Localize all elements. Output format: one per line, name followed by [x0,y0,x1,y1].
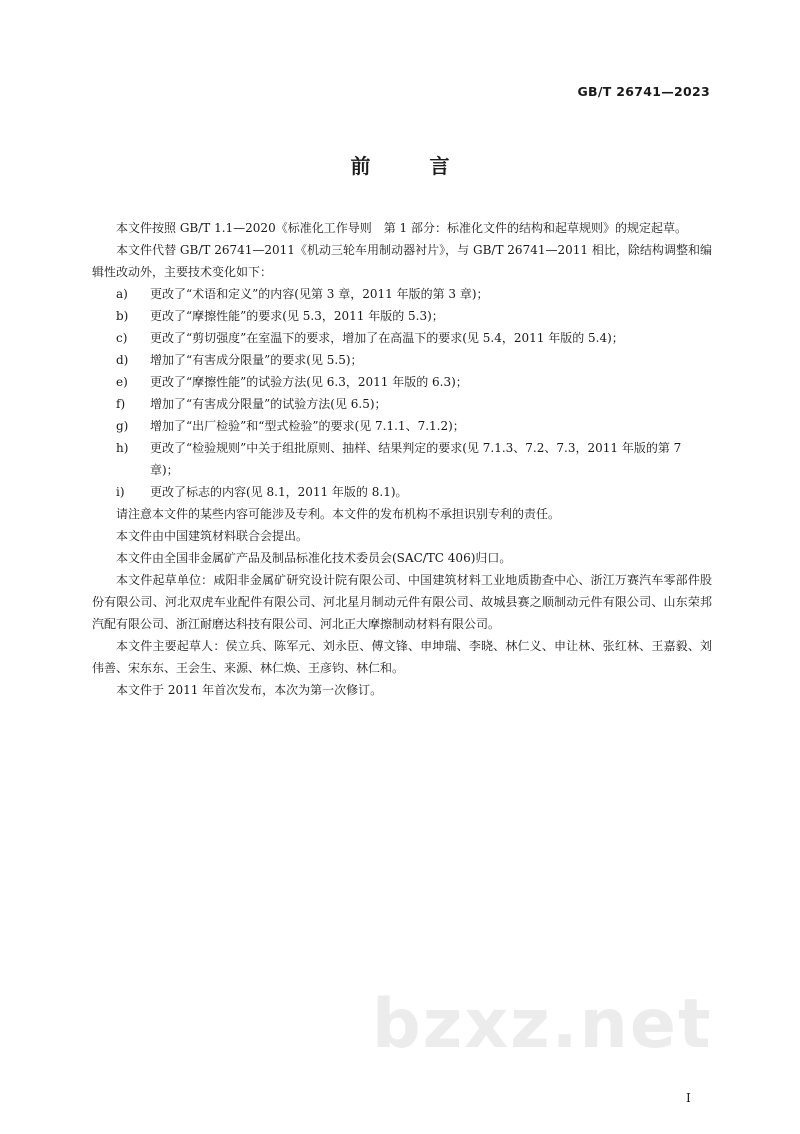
list-marker: e) [116,375,128,389]
paragraph-replacement: 本文件代替 GB/T 26741—2011《机动三轮车用制动器衬片》，与 GB/T 26741—2011 相比，除结构调整和编辑性改动外，主要技术变化如下： [92,243,712,279]
list-marker: g) [116,419,129,433]
changes-list [92,283,712,503]
list-text: 更改了“检验规则”中关于组批原则、抽样、结果判定的要求(见 7.1.3、7.2、7.3，2011 年版的第 7 章)； [150,441,682,477]
list-text: 增加了“有害成分限量”的试验方法(见 6.5)； [150,397,387,411]
list-text: 更改了“剪切强度”在室温下的要求，增加了在高温下的要求(见 5.4，2011 年版的 5.4)； [150,331,624,345]
standard-code: GB/T 26741—2023 [577,84,710,99]
list-marker: a) [116,287,128,301]
list-text: 更改了“摩擦性能”的要求(见 5.3，2011 年版的 5.3)； [150,309,444,323]
watermark: bzxz.net [372,985,713,1064]
list-item [92,371,712,393]
list-marker: d) [116,353,129,367]
list-item [92,415,712,437]
list-item [92,481,712,503]
paragraph-drafters: 本文件主要起草人：侯立兵、陈军元、刘永臣、傅文锋、申坤瑞、李晓、林仁义、申让林、张红林、王嘉毅、刘伟善、宋东东、王会生、来源、林仁焕、王彦钧、林仁和。 [92,639,712,675]
list-item [92,393,712,415]
list-item [92,437,712,481]
list-marker: h) [116,441,129,455]
list-text: 增加了“出厂检验”和“型式检验”的要求(见 7.1.1、7.1.2)； [150,419,465,433]
list-text: 增加了“有害成分限量”的要求(见 5.5)； [150,353,363,367]
list-text: 更改了“术语和定义”的内容(见第 3 章，2011 年版的第 3 章)； [150,287,489,301]
paragraph-proposer: 本文件由中国建筑材料联合会提出。 [116,529,309,543]
list-marker: f) [116,397,126,411]
list-marker: i) [116,485,125,499]
list-marker: b) [116,309,129,323]
list-item [92,283,712,305]
list-text: 更改了标志的内容(见 8.1，2011 年版的 8.1)。 [150,485,408,499]
list-item [92,327,712,349]
page-number: I [686,1091,691,1105]
list-item [92,349,712,371]
document-body [92,217,712,701]
page-title: 前 言 [350,154,476,178]
paragraph-committee: 本文件由全国非金属矿产品及制品标准化技术委员会(SAC/TC 406)归口。 [116,551,512,565]
paragraph-patent-notice: 请注意本文件的某些内容可能涉及专利。本文件的发布机构不承担识别专利的责任。 [116,507,561,521]
paragraph-history: 本文件于 2011 年首次发布，本次为第一次修订。 [116,683,383,697]
list-marker: c) [116,331,128,345]
paragraph-drafting-rules: 本文件按照 GB/T 1.1—2020《标准化工作导则 第 1 部分：标准化文件的结构和起草规则》的规定起草。 [116,221,687,235]
list-item [92,305,712,327]
list-text: 更改了“摩擦性能”的试验方法(见 6.3，2011 年版的 6.3)； [150,375,468,389]
paragraph-drafting-units: 本文件起草单位：咸阳非金属矿研究设计院有限公司、中国建筑材料工业地质勘查中心、浙江万赛汽车零部件股份有限公司、河北双虎车业配件有限公司、河北星月制动元件有限公司、故城县赛之顺制动元件有限公司、山东荣邦汽配有限公司、浙江耐磨达科技有限公司、河北正大摩擦制动材料有限公司。 [92,573,712,631]
